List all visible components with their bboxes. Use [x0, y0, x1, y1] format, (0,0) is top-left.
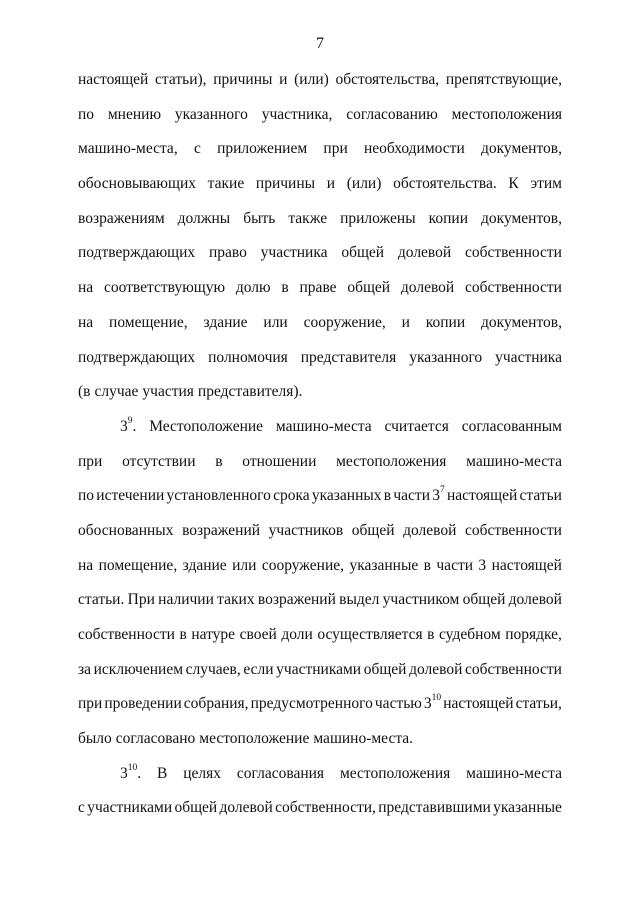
- text-line: [78, 485, 562, 520]
- word: В: [157, 764, 168, 782]
- word: случае: [94, 383, 139, 401]
- word: исключением: [93, 660, 184, 678]
- word: и: [279, 71, 288, 88]
- word: мнению: [107, 105, 162, 123]
- text-line: [78, 624, 562, 659]
- text-line: [78, 173, 562, 208]
- text-line: [78, 277, 562, 312]
- word: и: [326, 175, 336, 193]
- word: необходимости: [363, 140, 465, 158]
- word: должны: [177, 209, 231, 227]
- word: на: [78, 313, 94, 331]
- word: по: [78, 487, 95, 505]
- word: указанного: [174, 105, 248, 123]
- word: участниками: [87, 799, 173, 817]
- word: общей: [363, 660, 407, 678]
- word: Местоположение: [149, 417, 264, 435]
- word: 3: [478, 556, 487, 574]
- word: при: [78, 452, 103, 470]
- word: указанные: [493, 799, 562, 817]
- word: при: [323, 140, 348, 158]
- superscript: 9: [127, 415, 133, 426]
- word: полномочия: [208, 348, 288, 366]
- word: в: [179, 626, 187, 643]
- word: возражений: [182, 521, 261, 539]
- word: части: [436, 556, 474, 574]
- word: наличии: [158, 591, 214, 609]
- word: местоположения: [451, 105, 562, 123]
- word: статьи: [519, 487, 562, 505]
- superscript: 7: [439, 485, 445, 496]
- word: копии: [428, 209, 469, 227]
- word: отсутствии: [122, 452, 196, 470]
- word: К: [508, 175, 519, 193]
- word: соответствующую: [103, 279, 226, 297]
- word: по: [78, 105, 95, 123]
- superscript: 10: [431, 693, 442, 704]
- word: целях: [183, 764, 222, 782]
- word: участников: [268, 521, 344, 539]
- text-line: [78, 208, 562, 243]
- word: общей: [351, 521, 395, 539]
- word: собственности,: [275, 799, 376, 817]
- word: обоснованных: [78, 521, 174, 539]
- text-line: [78, 312, 562, 347]
- word: обстоятельства,: [335, 71, 440, 88]
- word: долевой: [403, 521, 457, 539]
- word: При: [127, 591, 155, 609]
- word: участником: [382, 591, 460, 609]
- word: возражений: [257, 591, 336, 609]
- text-line: [78, 589, 562, 624]
- word: местоположения: [339, 764, 451, 782]
- text-line: [78, 104, 562, 139]
- word: указанного: [409, 348, 483, 366]
- word: за: [78, 660, 92, 678]
- word: настоящей: [78, 71, 149, 88]
- word: настоящей: [491, 556, 562, 574]
- word: копии: [425, 313, 466, 331]
- word: $3^9$.: [120, 415, 137, 435]
- word: собрания,: [183, 695, 249, 713]
- word: в: [423, 556, 431, 574]
- word: сооружение,: [303, 313, 386, 331]
- word: представившими: [378, 799, 491, 817]
- word: участия: [142, 383, 194, 401]
- word: статьи.: [78, 591, 125, 609]
- word: помещение,: [98, 556, 178, 574]
- text-line: [78, 659, 562, 694]
- word: проведении: [104, 695, 182, 713]
- word: согласования: [236, 764, 325, 782]
- word: считается: [384, 417, 449, 435]
- word: настоящей: [446, 487, 518, 505]
- word: долевой: [219, 799, 273, 817]
- word: представителя).: [197, 383, 303, 401]
- word: на: [78, 556, 94, 574]
- word: своей: [239, 626, 277, 643]
- word: с: [193, 140, 201, 158]
- word: документов,: [481, 313, 562, 331]
- word: (в: [78, 383, 91, 401]
- word: истечении: [96, 487, 165, 505]
- word: в: [427, 626, 435, 643]
- word: общей: [341, 244, 385, 262]
- word: или: [232, 556, 257, 574]
- word: $3^{10}$: [423, 693, 442, 713]
- word: согласованию: [346, 105, 438, 123]
- word: собственности: [465, 279, 562, 297]
- word: собственности: [78, 626, 175, 643]
- word: машино-места: [275, 417, 372, 435]
- word: отношении: [242, 452, 317, 470]
- word: документов,: [480, 140, 562, 158]
- word: было: [78, 730, 112, 748]
- word: долевой: [409, 660, 463, 678]
- word: такие: [207, 175, 245, 193]
- text-line: [78, 69, 562, 104]
- word: этим: [530, 175, 562, 193]
- word: согласованным: [461, 417, 562, 435]
- word: собственности: [465, 244, 562, 262]
- word: доли: [281, 626, 313, 643]
- word: при: [78, 695, 103, 713]
- word: собственности: [465, 521, 562, 539]
- word: представителя: [300, 348, 397, 366]
- document-body: [78, 69, 562, 832]
- word: подтверждающих: [78, 348, 196, 366]
- word: настоящей: [443, 695, 514, 713]
- word: подтверждающих: [78, 244, 196, 262]
- word: $3^7$: [432, 485, 445, 505]
- word: обстоятельства.: [393, 175, 497, 193]
- word: участника,: [261, 105, 333, 123]
- text-line: [78, 242, 562, 277]
- text-line: [78, 728, 562, 763]
- word: машино-места.: [313, 730, 414, 748]
- word: возражениям: [78, 209, 165, 227]
- word: участника: [260, 244, 328, 262]
- word: причины: [255, 175, 316, 193]
- word: причины: [213, 71, 273, 88]
- word: указанные: [349, 556, 419, 574]
- word: статьи),: [155, 71, 207, 88]
- word: срока: [273, 487, 310, 505]
- word: предусмотренного: [250, 695, 373, 713]
- word: осуществляется: [317, 626, 423, 643]
- word: если: [243, 660, 274, 678]
- word: здание: [182, 556, 227, 574]
- word: собственности: [465, 660, 562, 678]
- word: на: [78, 279, 94, 297]
- word: выдел: [339, 591, 380, 609]
- word: сооружение,: [261, 556, 345, 574]
- word: указанных: [311, 487, 382, 505]
- word: участниками: [276, 660, 362, 678]
- word: и: [401, 313, 410, 331]
- word: $3^{10}$.: [120, 762, 142, 782]
- word: здание: [203, 313, 248, 331]
- word: приложением: [217, 140, 308, 158]
- word: или: [263, 313, 288, 331]
- text-line: [78, 763, 562, 798]
- word: общей: [347, 279, 391, 297]
- word: машино-места: [466, 452, 562, 470]
- word: в: [281, 279, 289, 297]
- word: (или): [294, 71, 329, 88]
- word: право: [208, 244, 247, 262]
- text-line: [78, 138, 562, 173]
- word: части: [393, 487, 430, 505]
- text-line: [78, 693, 562, 728]
- word: машино-места: [466, 764, 562, 782]
- word: статьи,: [515, 695, 562, 713]
- word: машино-места,: [78, 140, 178, 158]
- word: документов,: [481, 209, 562, 227]
- word: общей: [462, 591, 506, 609]
- word: частью: [374, 695, 422, 713]
- word: согласовано: [115, 730, 196, 748]
- word: препятствующие,: [445, 71, 562, 88]
- text-line: [78, 416, 562, 451]
- word: помещение,: [109, 313, 188, 331]
- word: местоположение: [199, 730, 310, 748]
- word: приложены: [340, 209, 416, 227]
- text-line: [78, 555, 562, 590]
- word: также: [288, 209, 328, 227]
- word: случаев,: [185, 660, 241, 678]
- word: натуре: [191, 626, 236, 643]
- page-number: 7: [316, 35, 324, 52]
- text-line: [78, 797, 562, 832]
- word: участника: [495, 348, 562, 366]
- word: таких: [217, 591, 255, 609]
- text-line: [78, 520, 562, 555]
- word: порядке,: [505, 626, 562, 643]
- word: праве: [299, 279, 337, 297]
- word: долевой: [508, 591, 562, 609]
- word: долевой: [397, 244, 452, 262]
- word: в: [215, 452, 223, 470]
- word: долю: [235, 279, 271, 297]
- word: установленного: [166, 487, 271, 505]
- word: быть: [243, 209, 276, 227]
- word: долевой: [400, 279, 455, 297]
- word: общей: [174, 799, 218, 817]
- text-line: [78, 381, 562, 416]
- superscript: 10: [127, 762, 138, 773]
- word: с: [78, 799, 85, 817]
- word: обосновывающих: [78, 175, 196, 193]
- word: (или): [346, 175, 382, 193]
- word: судебном: [439, 626, 501, 643]
- word: в: [383, 487, 392, 505]
- word: местоположения: [336, 452, 447, 470]
- text-line: [78, 451, 562, 486]
- text-line: [78, 347, 562, 382]
